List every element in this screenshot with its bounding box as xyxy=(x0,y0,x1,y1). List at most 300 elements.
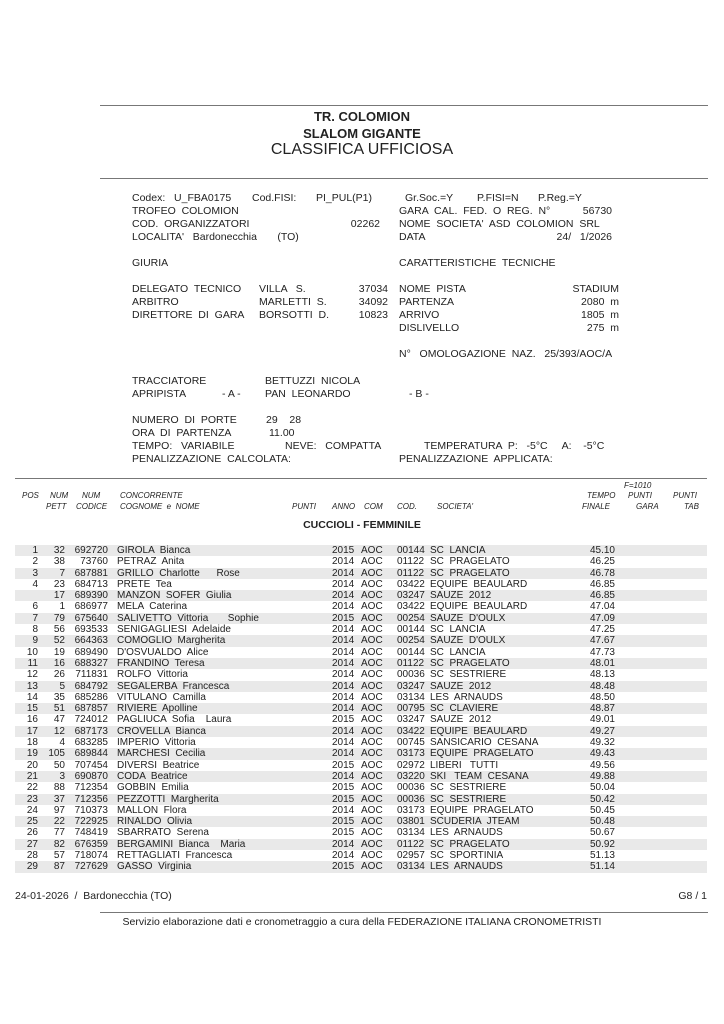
final-time: 50.48 xyxy=(589,816,615,828)
position: 2 xyxy=(32,556,38,568)
position: 24 xyxy=(26,804,38,816)
result-row xyxy=(15,771,707,782)
birth-year: 2015 xyxy=(332,782,355,794)
cod-organizzatori: 02262 xyxy=(350,218,380,230)
athlete-name: PETRAZ Anita xyxy=(117,556,185,568)
position: 23 xyxy=(26,793,38,805)
athlete-code: 683285 xyxy=(74,737,108,749)
gr-soc: Gr.Soc.=Y xyxy=(405,192,454,204)
final-time: 46.78 xyxy=(589,567,615,579)
club-name: LES ARNAUDS xyxy=(430,827,503,839)
result-row xyxy=(15,748,707,759)
final-time: 50.42 xyxy=(589,793,615,805)
gara-cal: 56730 xyxy=(582,205,612,217)
col-finale: FINALE xyxy=(582,502,611,511)
result-row xyxy=(15,601,707,612)
trofeo: TROFEO COLOMION xyxy=(132,205,239,217)
bib-number: 87 xyxy=(53,861,65,873)
bib-number: 38 xyxy=(53,556,65,568)
athlete-code: 689490 xyxy=(74,646,108,658)
bib-number: 51 xyxy=(53,703,65,715)
final-time: 50.45 xyxy=(589,804,615,816)
athlete-code: 687857 xyxy=(74,703,108,715)
club-name: SCUDERIA JTEAM xyxy=(430,816,520,828)
col-punti-gara: PUNTI xyxy=(628,491,652,500)
ora-partenza: 11.00 xyxy=(269,427,295,439)
birth-year: 2014 xyxy=(332,567,355,579)
birth-year: 2014 xyxy=(332,838,355,850)
result-row xyxy=(15,556,707,567)
athlete-name: SEGALERBA Francesca xyxy=(117,680,230,692)
final-time: 50.04 xyxy=(589,782,615,794)
committee: AOC xyxy=(361,793,383,805)
official-code: 37034 xyxy=(358,283,388,295)
final-time: 47.25 xyxy=(589,624,615,636)
position: 21 xyxy=(26,770,38,782)
athlete-code: 684792 xyxy=(74,680,108,692)
club-name: SC LANCIA xyxy=(430,624,486,636)
position: 10 xyxy=(26,646,38,658)
club-name: SC CLAVIERE xyxy=(430,703,499,715)
birth-year: 2014 xyxy=(332,725,355,737)
bib-number: 97 xyxy=(53,804,65,816)
club-name: SAUZE D'OULX xyxy=(430,612,506,624)
club-code: 00144 xyxy=(397,624,425,636)
final-time: 47.73 xyxy=(589,646,615,658)
birth-year: 2014 xyxy=(332,624,355,636)
athlete-code: 686977 xyxy=(74,601,108,613)
col-punti: PUNTI xyxy=(292,502,316,511)
bib-number: 57 xyxy=(53,850,65,862)
apripista-b: - B - xyxy=(409,388,429,400)
committee: AOC xyxy=(361,714,383,726)
committee: AOC xyxy=(361,612,383,624)
club-name: SC PRAGELATO xyxy=(430,556,510,568)
athlete-code: 689844 xyxy=(74,748,108,760)
athlete-name: GIROLA Bianca xyxy=(117,545,191,556)
committee: AOC xyxy=(361,759,383,771)
athlete-name: SENIGAGLIESI Adelaide xyxy=(117,624,231,636)
final-time: 47.67 xyxy=(589,635,615,647)
birth-year: 2014 xyxy=(332,737,355,749)
club-code: 03247 xyxy=(397,590,425,602)
result-row xyxy=(15,545,707,556)
pista-value: 1805 m xyxy=(581,309,619,321)
col-codice: CODICE xyxy=(76,502,108,511)
position: 7 xyxy=(32,612,38,624)
position: 13 xyxy=(26,680,38,692)
committee: AOC xyxy=(361,635,383,647)
athlete-code: 676359 xyxy=(74,838,108,850)
col-cod: COD. xyxy=(397,502,417,511)
final-time: 48.01 xyxy=(589,657,615,669)
athlete-code: 710373 xyxy=(74,804,108,816)
athlete-name: IMPERIO Vittoria xyxy=(117,737,196,749)
athlete-name: PEZZOTTI Margherita xyxy=(117,793,219,805)
col-tempo: TEMPO xyxy=(587,491,616,500)
col-gara: GARA xyxy=(636,502,659,511)
athlete-code: 690870 xyxy=(74,770,108,782)
page-number: G8 / 1 xyxy=(678,890,707,902)
official-name: MARLETTI S. xyxy=(259,296,327,308)
col-societa: SOCIETA' xyxy=(437,502,474,511)
result-row xyxy=(15,647,707,658)
birth-year: 2015 xyxy=(332,816,355,828)
position: 1 xyxy=(32,545,38,556)
athlete-code: 711831 xyxy=(75,669,108,681)
athlete-name: CODA Beatrice xyxy=(117,770,188,782)
club-code: 03173 xyxy=(397,748,425,760)
bib-number: 3 xyxy=(59,770,65,782)
p-reg: P.Reg.=Y xyxy=(538,192,582,204)
position: 6 xyxy=(32,601,38,613)
temperatura: TEMPERATURA P: -5°C A: -5°C xyxy=(424,440,605,452)
bib-number: 37 xyxy=(53,793,65,805)
final-time: 49.01 xyxy=(589,714,615,726)
committee: AOC xyxy=(361,816,383,828)
pista-label: NOME PISTA xyxy=(399,283,466,295)
committee: AOC xyxy=(361,601,383,613)
club-name: LES ARNAUDS xyxy=(430,691,503,703)
athlete-code: 687173 xyxy=(74,725,108,737)
athlete-code: 692720 xyxy=(74,545,108,556)
club-code: 00254 xyxy=(397,635,425,647)
athlete-code: 718074 xyxy=(74,850,108,862)
club-name: LES ARNAUDS xyxy=(430,861,503,873)
athlete-name: PAGLIUCA Sofia Laura xyxy=(117,714,232,726)
result-row xyxy=(15,782,707,793)
final-time: 48.13 xyxy=(589,669,615,681)
athlete-name: MELA Caterina xyxy=(117,601,188,613)
athlete-name: CROVELLA Bianca xyxy=(117,725,206,737)
birth-year: 2015 xyxy=(332,545,355,556)
official-code: 10823 xyxy=(358,309,388,321)
ora-label: ORA DI PARTENZA xyxy=(132,427,232,439)
caratteristiche-heading: CARATTERISTICHE TECNICHE xyxy=(399,257,556,269)
club-code: 03134 xyxy=(397,827,425,839)
position: 15 xyxy=(26,703,38,715)
birth-year: 2015 xyxy=(332,759,355,771)
committee: AOC xyxy=(361,545,383,556)
apripista-a: - A - xyxy=(222,388,241,400)
result-row xyxy=(15,692,707,703)
athlete-code: 675640 xyxy=(74,612,108,624)
club-name: EQUIPE BEAULARD xyxy=(430,601,528,613)
result-row xyxy=(15,827,707,838)
service-credit: Servizio elaborazione dati e cronometraggio a cura della FEDERAZIONE ITALIANA CRONOMETRISTI xyxy=(122,916,602,928)
header-divider xyxy=(100,178,708,179)
final-time: 47.09 xyxy=(589,612,615,624)
penalizzazione-applicata: PENALIZZAZIONE APPLICATA: xyxy=(399,453,553,465)
club-code: 03422 xyxy=(397,578,425,590)
athlete-name: GOBBIN Emilia xyxy=(117,782,189,794)
birth-year: 2014 xyxy=(332,646,355,658)
birth-year: 2014 xyxy=(332,691,355,703)
position: 11 xyxy=(27,657,38,669)
club-code: 01122 xyxy=(397,567,425,579)
position: 20 xyxy=(26,759,38,771)
club-code: 00036 xyxy=(397,669,425,681)
f-factor: F=1010 xyxy=(624,481,652,490)
result-row xyxy=(15,681,707,692)
giuria-heading: GIURIA xyxy=(132,257,169,269)
committee: AOC xyxy=(361,770,383,782)
pista-label: PARTENZA xyxy=(399,296,455,308)
athlete-name: D'OSVUALDO Alice xyxy=(117,646,209,658)
bib-number: 23 xyxy=(53,578,65,590)
birth-year: 2014 xyxy=(332,657,355,669)
club-code: 03422 xyxy=(397,601,425,613)
athlete-name: RIVIERE Apolline xyxy=(117,703,198,715)
club-name: SC SESTRIERE xyxy=(430,782,507,794)
committee: AOC xyxy=(361,556,383,568)
tempo-meteo: TEMPO: VARIABILE xyxy=(132,440,235,452)
birth-year: 2014 xyxy=(332,669,355,681)
athlete-code: 727629 xyxy=(74,861,108,873)
athlete-code: 712354 xyxy=(74,782,108,794)
club-code: 01122 xyxy=(397,838,425,850)
official-role: DELEGATO TECNICO xyxy=(132,283,242,295)
bib-number: 77 xyxy=(53,827,65,839)
athlete-code: 722925 xyxy=(74,816,108,828)
position: 4 xyxy=(32,578,38,590)
final-time: 49.32 xyxy=(589,737,615,749)
cod-fisi: PI_PUL(P1) xyxy=(316,192,373,204)
athlete-name: BERGAMINI Bianca Maria xyxy=(117,838,246,850)
official-name: VILLA S. xyxy=(259,283,306,295)
club-name: EQUIPE PRAGELATO xyxy=(430,748,534,760)
club-name: SAUZE 2012 xyxy=(430,714,492,726)
committee: AOC xyxy=(361,827,383,839)
final-time: 49.88 xyxy=(589,770,615,782)
birth-year: 2014 xyxy=(332,770,355,782)
birth-year: 2014 xyxy=(332,635,355,647)
official-role: DIRETTORE DI GARA xyxy=(132,309,245,321)
bib-number: 7 xyxy=(59,567,65,579)
final-time: 45.10 xyxy=(589,545,615,556)
athlete-code: 684713 xyxy=(74,578,108,590)
result-row xyxy=(15,816,707,827)
committee: AOC xyxy=(361,691,383,703)
result-row xyxy=(15,794,707,805)
final-time: 48.48 xyxy=(589,680,615,692)
athlete-name: COMOGLIO Margherita xyxy=(117,635,226,647)
final-time: 50.67 xyxy=(589,827,615,839)
club-code: 00144 xyxy=(397,545,425,556)
position: 17 xyxy=(26,725,38,737)
result-row xyxy=(15,839,707,850)
athlete-name: GRILLO Charlotte Rose xyxy=(117,567,240,579)
race-date: 24/ 1/2026 xyxy=(556,231,612,243)
neve: NEVE: COMPATTA xyxy=(285,440,382,452)
club-code: 03134 xyxy=(397,861,425,873)
athlete-name: GASSO Virginia xyxy=(117,861,192,873)
position: 3 xyxy=(32,567,38,579)
committee: AOC xyxy=(361,838,383,850)
committee: AOC xyxy=(361,782,383,794)
committee: AOC xyxy=(361,657,383,669)
club-name: SC SPORTINIA xyxy=(430,850,504,862)
birth-year: 2015 xyxy=(332,612,355,624)
result-row xyxy=(15,850,707,861)
porte-label: NUMERO DI PORTE xyxy=(132,414,237,426)
club-name: SC SESTRIERE xyxy=(430,669,507,681)
final-time: 50.92 xyxy=(589,838,615,850)
pista-value: STADIUM xyxy=(572,283,619,295)
tracciatore: BETTUZZI NICOLA xyxy=(265,375,361,387)
athlete-name: SBARRATO Serena xyxy=(117,827,209,839)
athlete-name: MANZON SOFER Giulia xyxy=(117,590,232,602)
athlete-code: 689390 xyxy=(74,590,108,602)
table-top-divider xyxy=(15,478,707,479)
result-row xyxy=(15,613,707,624)
bib-number: 105 xyxy=(48,748,65,760)
col-cognome-nome: COGNOME e NOME xyxy=(120,502,200,511)
bib-number: 1 xyxy=(59,601,65,613)
birth-year: 2014 xyxy=(332,748,355,760)
result-row xyxy=(15,579,707,590)
col-com: COM xyxy=(364,502,383,511)
bib-number: 88 xyxy=(53,782,65,794)
athlete-name: MALLON Flora xyxy=(117,804,187,816)
final-time: 46.85 xyxy=(589,578,615,590)
gara-cal-label: GARA CAL. FED. O REG. N° xyxy=(399,205,551,217)
col-tab: TAB xyxy=(684,502,699,511)
official-code: 34092 xyxy=(358,296,388,308)
discipline: SLALOM GIGANTE xyxy=(303,126,421,141)
position: 29 xyxy=(26,861,38,873)
birth-year: 2014 xyxy=(332,680,355,692)
top-divider xyxy=(100,105,708,106)
result-row xyxy=(15,760,707,771)
col-pett: PETT xyxy=(46,502,67,511)
result-row xyxy=(15,714,707,725)
club-code: 03173 xyxy=(397,804,425,816)
athlete-code: 664363 xyxy=(74,635,108,647)
bib-number: 26 xyxy=(53,669,65,681)
committee: AOC xyxy=(361,590,383,602)
club-name: SC LANCIA xyxy=(430,545,486,556)
birth-year: 2015 xyxy=(332,714,355,726)
codex: Codex: U_FBA0175 xyxy=(132,192,232,204)
club-code: 02957 xyxy=(397,850,425,862)
col-num: NUM xyxy=(50,491,69,500)
position: 16 xyxy=(26,714,38,726)
pista-value: 2080 m xyxy=(581,296,619,308)
position: 18 xyxy=(26,737,38,749)
bib-number: 17 xyxy=(53,590,65,602)
birth-year: 2014 xyxy=(332,804,355,816)
result-row xyxy=(15,669,707,680)
athlete-code: 688327 xyxy=(74,657,108,669)
bib-number: 32 xyxy=(53,545,65,556)
document-title: CLASSIFICA UFFICIOSA xyxy=(270,141,454,158)
bib-number: 12 xyxy=(53,725,65,737)
birth-year: 2015 xyxy=(332,861,355,873)
data-label: DATA xyxy=(399,231,426,243)
apripista-a-name: PAN LEONARDO xyxy=(265,388,351,400)
official-name: BORSOTTI D. xyxy=(259,309,330,321)
committee: AOC xyxy=(361,646,383,658)
result-row xyxy=(15,658,707,669)
club-name: SKI TEAM CESANA xyxy=(430,770,529,782)
committee: AOC xyxy=(361,567,383,579)
birth-year: 2015 xyxy=(332,793,355,805)
club-name: SAUZE 2012 xyxy=(430,590,492,602)
club-code: 03247 xyxy=(397,680,425,692)
athlete-name: RETTAGLIATI Francesca xyxy=(117,850,233,862)
athlete-name: RINALDO Olivia xyxy=(117,816,193,828)
result-row xyxy=(15,805,707,816)
club-name: EQUIPE BEAULARD xyxy=(430,578,528,590)
final-time: 47.04 xyxy=(589,601,615,613)
birth-year: 2014 xyxy=(332,590,355,602)
position: 14 xyxy=(26,691,38,703)
athlete-code: 712356 xyxy=(74,793,108,805)
athlete-name: DIVERSI Beatrice xyxy=(117,759,200,771)
position: 19 xyxy=(26,748,38,760)
col-pos: POS xyxy=(22,491,39,500)
position: 25 xyxy=(26,816,38,828)
bib-number: 5 xyxy=(59,680,65,692)
bib-number: 35 xyxy=(53,691,65,703)
result-row xyxy=(15,624,707,635)
final-time: 46.85 xyxy=(589,590,615,602)
birth-year: 2014 xyxy=(332,703,355,715)
position: 8 xyxy=(32,624,38,636)
bib-number: 79 xyxy=(53,612,65,624)
position: 28 xyxy=(26,850,38,862)
club-code: 01122 xyxy=(397,556,425,568)
club-code: 03220 xyxy=(397,770,425,782)
final-time: 49.56 xyxy=(589,759,615,771)
committee: AOC xyxy=(361,669,383,681)
athlete-code: 685286 xyxy=(74,691,108,703)
athlete-code: 687881 xyxy=(74,567,108,579)
committee: AOC xyxy=(361,850,383,862)
pista-label: ARRIVO xyxy=(399,309,440,321)
col-anno: ANNO xyxy=(332,502,356,511)
club-name: EQUIPE PRAGELATO xyxy=(430,804,534,816)
final-time: 46.25 xyxy=(589,556,615,568)
tracciatore-label: TRACCIATORE xyxy=(132,375,207,387)
committee: AOC xyxy=(361,578,383,590)
athlete-code: 693533 xyxy=(74,624,108,636)
committee: AOC xyxy=(361,680,383,692)
club-code: 03247 xyxy=(397,714,425,726)
bib-number: 19 xyxy=(53,646,65,658)
result-row xyxy=(15,635,707,646)
club-name: SC PRAGELATO xyxy=(430,567,510,579)
club-code: 00036 xyxy=(397,793,425,805)
result-row xyxy=(15,861,707,872)
club-code: 03134 xyxy=(397,691,425,703)
athlete-name: FRANDINO Teresa xyxy=(117,657,205,669)
birth-year: 2014 xyxy=(332,578,355,590)
club-code: 01122 xyxy=(397,657,425,669)
club-code: 03422 xyxy=(397,725,425,737)
club-code: 03801 xyxy=(397,816,425,828)
category-heading: CUCCIOLI - FEMMINILE xyxy=(303,519,421,531)
penalizzazione-calcolata: PENALIZZAZIONE CALCOLATA: xyxy=(132,453,291,465)
committee: AOC xyxy=(361,725,383,737)
club-name: LIBERI TUTTI xyxy=(430,759,499,771)
footer-date-place: 24-01-2026 / Bardonecchia (TO) xyxy=(15,890,172,902)
result-row xyxy=(15,703,707,714)
athlete-name: ROLFO Vittoria xyxy=(117,669,188,681)
bib-number: 52 xyxy=(53,635,65,647)
position: 27 xyxy=(26,838,38,850)
